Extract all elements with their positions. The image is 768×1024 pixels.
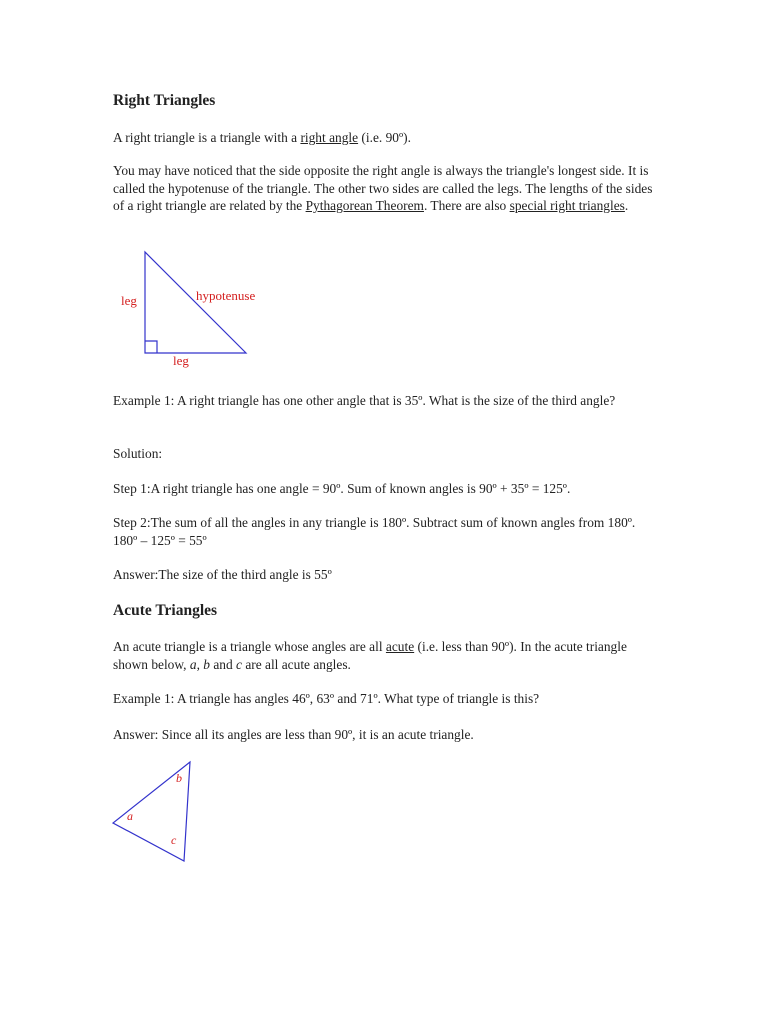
link-right-angle[interactable]: right angle [300, 130, 359, 145]
text: , [196, 656, 204, 672]
var-c: c [236, 656, 242, 672]
answer-right: Answer:The size of the third angle is 55º [113, 567, 332, 582]
label-hypotenuse: hypotenuse [196, 288, 256, 303]
text: An acute triangle is a triangle whose angles are all [113, 639, 386, 654]
label-a: a [127, 809, 133, 823]
acute-triangle-definition [113, 638, 658, 673]
right-triangle-diagram [110, 245, 280, 375]
text: and [209, 656, 237, 672]
solution-label: Solution: [113, 446, 163, 461]
answer-acute: Answer: Since all its angles are less than 90º, it is an acute triangle. [113, 727, 474, 742]
right-angle-marker [145, 341, 157, 353]
step-2: Step 2:The sum of all the angles in any triangle is 180º. Subtract sum of known angles from 180º. 180º – 125º = 55º [113, 515, 636, 548]
link-acute[interactable]: acute [385, 639, 415, 654]
text: You may have noticed that the side opposite the right angle is always the triangle's longest side. It is called the hypotenuse of the triangle. The other two sides are called the legs. The lengths of the sides of a right triangle are related by the [113, 163, 653, 213]
text: . There are also [423, 198, 510, 213]
right-triangle-definition [113, 129, 658, 147]
text: are all acute angles. [241, 656, 351, 672]
var-b: b [203, 656, 210, 672]
example-1-right: Example 1: A right triangle has one other angle that is 35º. What is the size of the third angle? [113, 393, 616, 408]
text: (i.e. 90º). [358, 130, 411, 145]
var-a: a [189, 656, 197, 672]
step-1: Step 1:A right triangle has one angle = 90º. Sum of known angles is 90º + 35º = 125º. [113, 481, 571, 496]
hypotenuse-paragraph [113, 162, 658, 215]
text: A right triangle is a triangle with a [113, 130, 301, 145]
label-b: b [176, 771, 182, 785]
label-c: c [171, 833, 177, 847]
label-leg-bottom: leg [173, 353, 189, 368]
label-leg-left: leg [121, 293, 137, 308]
heading-right-triangles: Right Triangles [113, 92, 216, 109]
text: . [624, 198, 629, 213]
heading-acute-triangles: Acute Triangles [113, 602, 218, 619]
example-1-acute: Example 1: A triangle has angles 46º, 63º and 71º. What type of triangle is this? [113, 691, 540, 706]
acute-triangle-diagram [108, 755, 208, 870]
link-pythagorean-theorem[interactable]: Pythagorean Theorem [305, 198, 424, 213]
text: (i.e. less than 90º). In the acute triangle shown below, [113, 639, 627, 672]
link-special-right-triangles[interactable]: special right triangles [509, 198, 625, 213]
